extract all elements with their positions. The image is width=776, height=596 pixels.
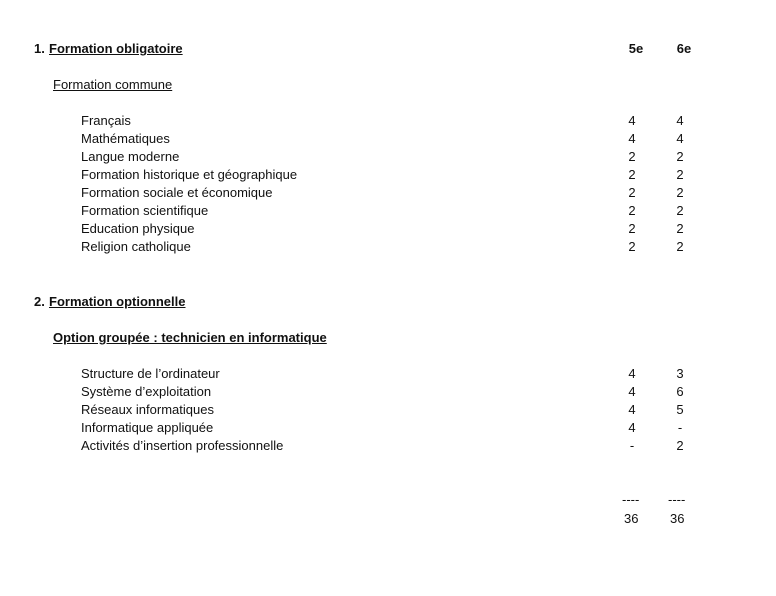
section1-number: 1. xyxy=(34,41,45,56)
course-label: Formation sociale et économique xyxy=(81,185,273,200)
hours-5e: - xyxy=(629,438,635,453)
table-row xyxy=(0,202,776,220)
hours-5e: 2 xyxy=(628,167,636,182)
hours-6e: - xyxy=(677,420,683,435)
total-5e: 36 xyxy=(624,511,639,526)
course-label: Activités d’insertion professionnelle xyxy=(81,438,284,453)
hours-5e: 4 xyxy=(628,402,636,417)
hours-5e: 2 xyxy=(628,203,636,218)
hours-6e: 4 xyxy=(676,131,684,146)
totals-row xyxy=(0,510,776,528)
column-header-5e: 5e xyxy=(628,41,644,56)
table-row xyxy=(0,166,776,184)
hours-6e: 2 xyxy=(676,221,684,236)
course-label: Réseaux informatiques xyxy=(81,402,214,417)
hours-5e: 2 xyxy=(628,185,636,200)
table-row xyxy=(0,130,776,148)
section2-title: Formation optionnelle xyxy=(49,294,186,309)
hours-5e: 2 xyxy=(628,149,636,164)
hours-6e: 5 xyxy=(676,402,684,417)
table-row xyxy=(0,184,776,202)
hours-6e: 2 xyxy=(676,149,684,164)
section2-header xyxy=(0,293,776,311)
separator-6e: ---- xyxy=(668,492,686,507)
hours-6e: 2 xyxy=(676,239,684,254)
hours-6e: 2 xyxy=(676,167,684,182)
section1-title: Formation obligatoire xyxy=(49,41,183,56)
total-6e: 36 xyxy=(670,511,685,526)
hours-6e: 2 xyxy=(676,185,684,200)
hours-5e: 4 xyxy=(628,113,636,128)
hours-6e: 6 xyxy=(676,384,684,399)
course-label: Mathématiques xyxy=(81,131,170,146)
table-row xyxy=(0,437,776,455)
hours-6e: 4 xyxy=(676,113,684,128)
section1-header xyxy=(0,40,776,58)
hours-5e: 4 xyxy=(628,420,636,435)
hours-6e: 3 xyxy=(676,366,684,381)
hours-6e: 2 xyxy=(676,203,684,218)
course-label: Langue moderne xyxy=(81,149,180,164)
course-label: Informatique appliquée xyxy=(81,420,214,435)
course-label: Religion catholique xyxy=(81,239,191,254)
table-row xyxy=(0,112,776,130)
table-row xyxy=(0,419,776,437)
section2-number: 2. xyxy=(34,294,45,309)
table-row xyxy=(0,365,776,383)
section2-subtitle: Option groupée : technicien en informatique xyxy=(53,330,327,345)
section1-subtitle-line xyxy=(0,76,776,94)
table-row xyxy=(0,401,776,419)
course-label: Système d’exploitation xyxy=(81,384,212,399)
hours-5e: 4 xyxy=(628,131,636,146)
table-row xyxy=(0,383,776,401)
course-label: Formation historique et géographique xyxy=(81,167,298,182)
totals-separator xyxy=(0,491,776,509)
course-label: Français xyxy=(81,113,131,128)
section2-subtitle-line xyxy=(0,329,776,347)
table-row xyxy=(0,220,776,238)
section1-subtitle: Formation commune xyxy=(53,77,173,92)
separator-5e: ---- xyxy=(622,492,640,507)
column-header-6e: 6e xyxy=(676,41,692,56)
table-row xyxy=(0,148,776,166)
table-row xyxy=(0,238,776,256)
course-label: Education physique xyxy=(81,221,195,236)
course-label: Structure de l’ordinateur xyxy=(81,366,220,381)
hours-5e: 4 xyxy=(628,384,636,399)
hours-5e: 2 xyxy=(628,239,636,254)
course-label: Formation scientifique xyxy=(81,203,209,218)
hours-6e: 2 xyxy=(676,438,684,453)
hours-5e: 4 xyxy=(628,366,636,381)
hours-5e: 2 xyxy=(628,221,636,236)
